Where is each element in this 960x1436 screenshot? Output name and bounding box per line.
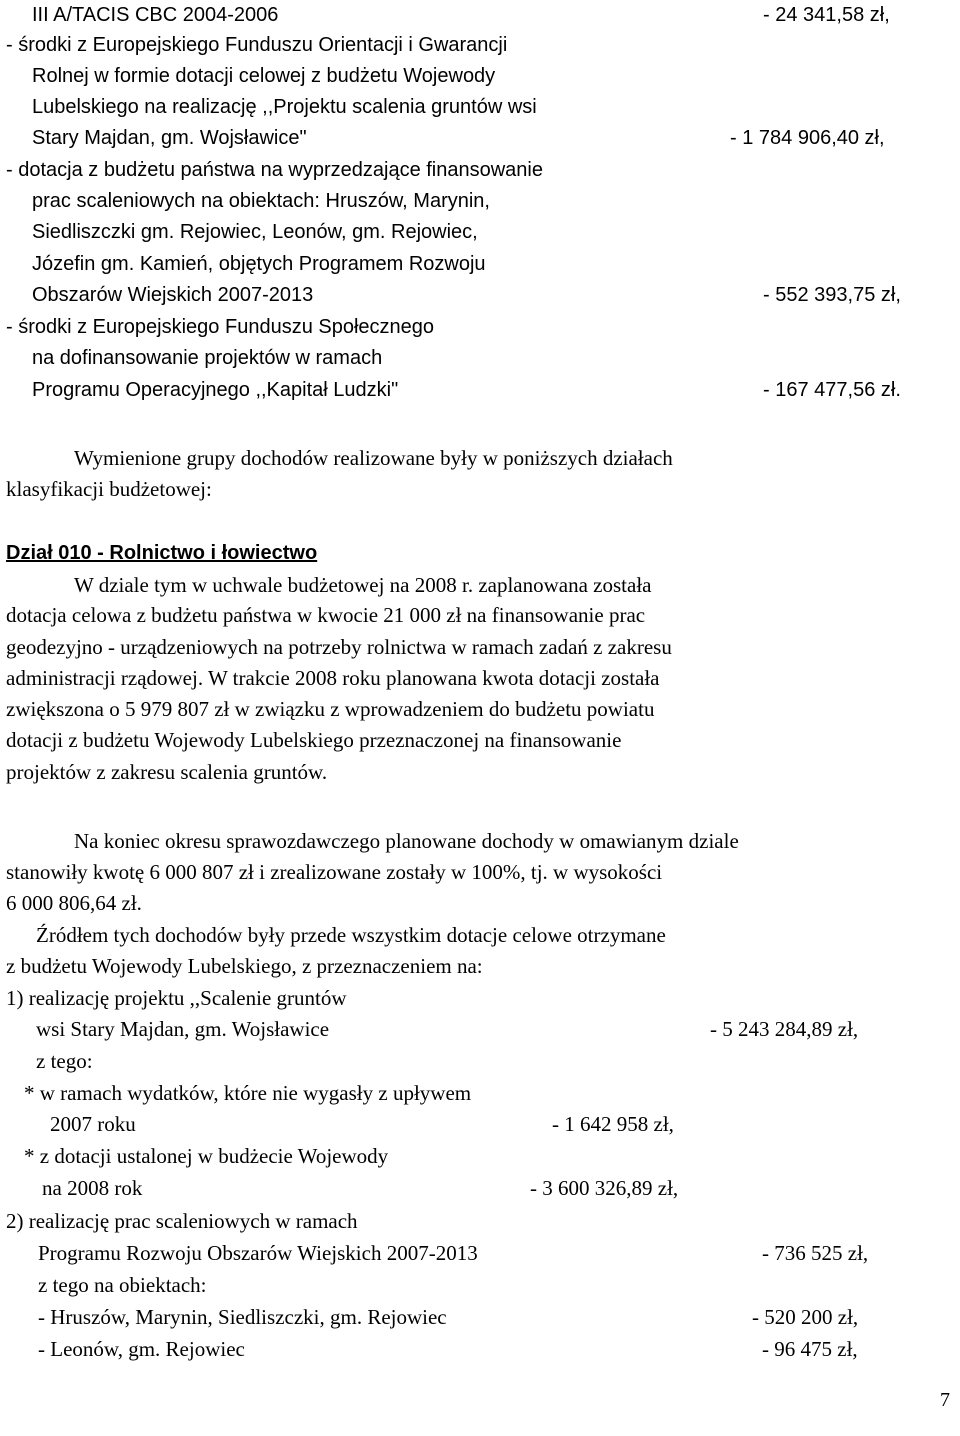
text-line	[0, 474, 960, 504]
line-amount: - 3 600 326,89 zł,	[530, 1176, 679, 1200]
line-text: na 2008 rok	[42, 1176, 143, 1200]
text-line	[0, 30, 960, 60]
line-text: Wymienione grupy dochodów realizowane były w poniższych działach	[74, 446, 673, 470]
section-heading: Dział 010 - Rolnictwo i łowiectwo	[6, 542, 318, 564]
text-line	[0, 312, 960, 342]
text-line	[0, 1078, 960, 1108]
line-text: Programu Rozwoju Obszarów Wiejskich 2007-2013	[38, 1241, 478, 1265]
text-line	[0, 725, 960, 755]
text-line	[0, 888, 960, 918]
text-line	[0, 217, 960, 247]
line-text: z tego:	[36, 1049, 93, 1073]
text-line	[0, 0, 960, 30]
text-line	[0, 600, 960, 630]
line-text: dotacji z budżetu Wojewody Lubelskiego przeznaczonej na finansowanie	[6, 728, 622, 752]
text-line	[0, 663, 960, 693]
line-amount: - 5 243 284,89 zł,	[710, 1017, 859, 1041]
text-line	[0, 951, 960, 981]
line-text: - środki z Europejskiego Funduszu Społecznego	[6, 316, 435, 338]
line-text: Na koniec okresu sprawozdawczego planowane dochody w omawianym dziale	[74, 829, 739, 853]
text-line	[0, 757, 960, 787]
line-text: dotacja celowa z budżetu państwa w kwocie 21 000 zł na finansowanie prac	[6, 603, 646, 627]
line-text: projektów z zakresu scalenia gruntów.	[6, 760, 328, 784]
text-line	[0, 1270, 960, 1300]
text-line	[0, 443, 960, 473]
line-text: III A/TACIS CBC 2004-2006	[32, 4, 279, 26]
text-line	[0, 1173, 960, 1203]
line-text: Programu Operacyjnego ,,Kapitał Ludzki"	[32, 379, 399, 401]
line-text: W dziale tym w uchwale budżetowej na 2008 r. zaplanowana została	[74, 573, 652, 597]
text-line	[0, 249, 960, 279]
line-text: 2) realizację prac scaleniowych w ramach	[6, 1209, 358, 1233]
page-number: 7	[940, 1389, 950, 1411]
text-line	[0, 1238, 960, 1268]
text-line	[0, 375, 960, 405]
text-line	[0, 1046, 960, 1076]
line-amount: - 1 642 958 zł,	[552, 1112, 674, 1136]
line-text: 6 000 806,64 zł.	[6, 891, 142, 915]
line-text: stanowiły kwotę 6 000 807 zł i zrealizowane zostały w 100%, tj. w wysokości	[6, 860, 663, 884]
line-text: Obszarów Wiejskich 2007-2013	[32, 284, 314, 306]
line-text: na dofinansowanie projektów w ramach	[32, 347, 383, 369]
text-line	[0, 280, 960, 310]
text-line	[0, 1302, 960, 1332]
text-line	[0, 123, 960, 153]
line-text: z budżetu Wojewody Lubelskiego, z przeznaczeniem na:	[6, 954, 483, 978]
line-amount: - 552 393,75 zł,	[763, 284, 901, 306]
line-text: - Hruszów, Marynin, Siedliszczki, gm. Rejowiec	[38, 1305, 447, 1329]
line-text: geodezyjno - urządzeniowych na potrzeby rolnictwa w ramach zadań z zakresu	[6, 635, 672, 659]
text-line	[0, 570, 960, 600]
text-line	[0, 92, 960, 122]
line-text: * w ramach wydatków, które nie wygasły z upływem	[24, 1081, 472, 1105]
line-amount: - 1 784 906,40 zł,	[730, 127, 885, 149]
text-line	[0, 857, 960, 887]
text-line	[0, 61, 960, 91]
line-text: wsi Stary Majdan, gm. Wojsławice	[36, 1017, 330, 1041]
text-line	[0, 538, 960, 568]
line-text: - środki z Europejskiego Funduszu Orientacji i Gwarancji	[6, 34, 508, 56]
line-text: Stary Majdan, gm. Wojsławice"	[32, 127, 307, 149]
line-text: Rolnej w formie dotacji celowej z budżetu Wojewody	[32, 65, 496, 87]
text-line	[0, 155, 960, 185]
text-line	[0, 983, 960, 1013]
text-line	[0, 1141, 960, 1171]
line-text: administracji rządowej. W trakcie 2008 roku planowana kwota dotacji została	[6, 666, 660, 690]
line-text: Józefin gm. Kamień, objętych Programem Rozwoju	[32, 253, 486, 275]
line-text: Źródłem tych dochodów były przede wszystkim dotacje celowe otrzymane	[36, 923, 666, 947]
text-line	[0, 343, 960, 373]
line-text: klasyfikacji budżetowej:	[6, 477, 212, 501]
text-line	[0, 186, 960, 216]
line-amount: - 167 477,56 zł.	[763, 379, 901, 401]
text-line	[0, 694, 960, 724]
line-text: 1) realizację projektu ,,Scalenie gruntów	[6, 986, 347, 1010]
line-amount: - 736 525 zł,	[762, 1241, 869, 1265]
text-line	[0, 1014, 960, 1044]
line-text: zwiększona o 5 979 807 zł w związku z wprowadzeniem do budżetu powiatu	[6, 697, 655, 721]
text-line	[0, 632, 960, 662]
line-text: Lubelskiego na realizację ,,Projektu scalenia gruntów wsi	[32, 96, 537, 118]
line-text: z tego na obiektach:	[38, 1273, 207, 1297]
line-amount: - 96 475 zł,	[762, 1337, 858, 1361]
line-amount: - 24 341,58 zł,	[763, 4, 890, 26]
line-amount: - 520 200 zł,	[752, 1305, 859, 1329]
text-line	[0, 1334, 960, 1364]
line-text: - Leonów, gm. Rejowiec	[38, 1337, 245, 1361]
text-line	[0, 826, 960, 856]
text-line	[0, 920, 960, 950]
text-line	[0, 1206, 960, 1236]
line-text: 2007 roku	[50, 1112, 136, 1136]
line-text: - dotacja z budżetu państwa na wyprzedzające finansowanie	[6, 159, 543, 181]
line-text: * z dotacji ustalonej w budżecie Wojewody	[24, 1144, 389, 1168]
line-text: Siedliszczki gm. Rejowiec, Leonów, gm. Rejowiec,	[32, 221, 478, 243]
text-line	[0, 1109, 960, 1139]
line-text: prac scaleniowych na obiektach: Hruszów, Marynin,	[32, 190, 490, 212]
